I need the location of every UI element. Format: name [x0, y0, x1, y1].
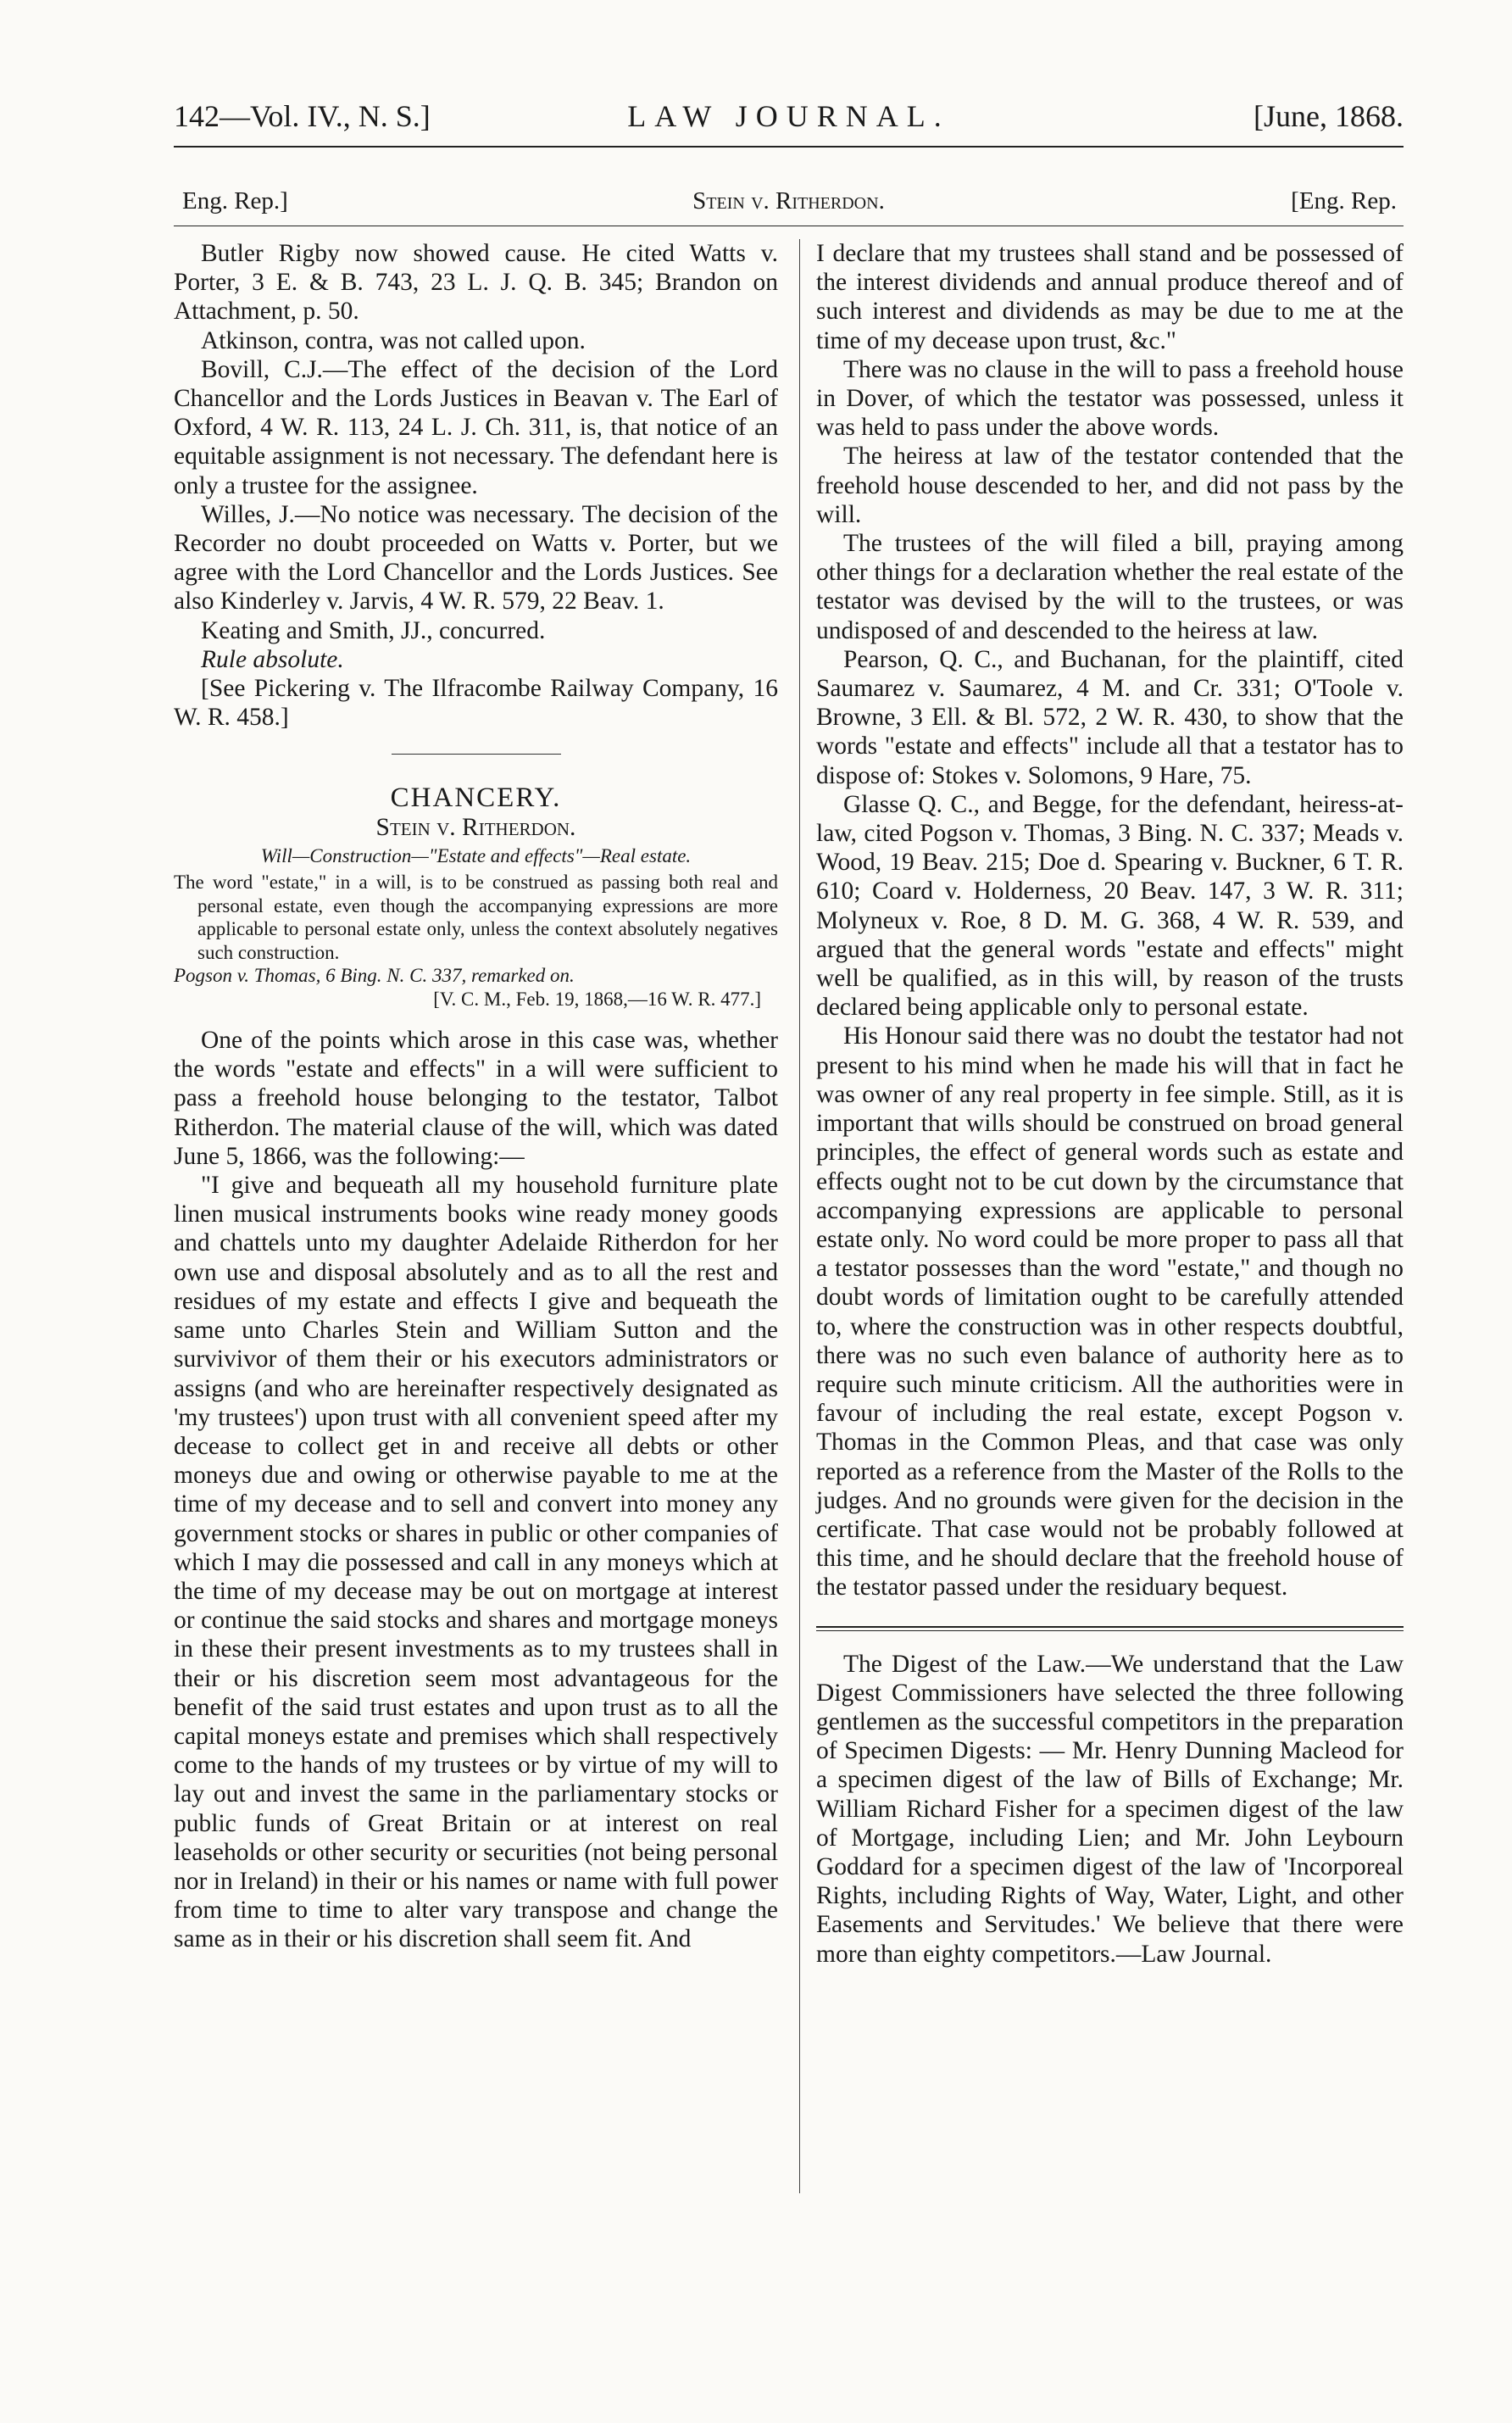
headnote-case: Pogson v. Thomas, 6 Bing. N. C. 337, remarked on. [174, 965, 575, 987]
paragraph: [See Pickering v. The Ilfracombe Railway Company, 16 W. R. 458.] [174, 675, 778, 732]
paragraph: The trustees of the will filed a bill, praying among other things for a declaration whether the real estate of the testator was devised by the will to the trustees, or was undisposed of and descended to the heiress at law. [816, 530, 1404, 644]
right-column [816, 239, 1404, 1969]
journal-title: LAW JOURNAL. [627, 99, 950, 133]
headnote-reference: [V. C. M., Feb. 19, 1868,—16 W. R. 477.] [433, 988, 761, 1010]
header-rule [174, 146, 1404, 148]
paragraph: I declare that my trustees shall stand and be possessed of the interest dividends and annual produce thereof and of such interest and dividends as may be due to me at the time of my decease upon trust, &c." [816, 240, 1404, 354]
case-title: Stein v. Ritherdon. [375, 813, 576, 841]
will-quotation: "I give and bequeath all my household furniture plate linen musical instruments books wine ready money goods and chattels unto my daughter Adelaide Ritherdon for her own use and disposal absolutely and as to all the rest and residues of my estate and effects I give and bequeath the same unto Charles Stein and William Sutton and the survivivor of them their or his executors administrators or assigns (and who are hereinafter respectively designated as 'my trustees') upon trust with all convenient speed after my decease to collect get in and receive all debts or other moneys due and owing or otherwise payable to me at the time of my decease and to sell and convert into money any government stocks or shares in public or other companies of which I may die possessed and call in any moneys which at the time of my decease may be out on mortgage at interest or continue the said stocks and shares and mortgage moneys in these their present investments as to my trustees shall in their or his discretion seem most advantageous for the benefit of the said trust estates and upon trust as to all the capital moneys estate and premises which shall respectively come to the hands of my trustees or by virtue of my will to lay out and invest the same in the parliamentary stocks or public funds of Great Britain or at interest on real leaseholds or other security or securities (not being personal nor in Ireland) in their or his names or name with full power from time to time to alter vary transpose and change the same as in their or his discretion shall seem fit. And [174, 1172, 778, 1953]
headnote [174, 871, 778, 1011]
column-divider [799, 239, 800, 2193]
page-number-volume: 142—Vol. IV., N. S.] [174, 99, 431, 133]
issue-date: [June, 1868. [1254, 99, 1404, 133]
subheader-right: [Eng. Rep. [1291, 187, 1397, 214]
paragraph: Keating and Smith, JJ., concurred. [201, 616, 546, 644]
paragraph: Bovill, C.J.—The effect of the decision of the Lord Chancellor and the Lords Justices in Beavan v. The Earl of Oxford, 4 W. R. 113, 24 L. J. Ch. 311, is, that notice of an equitable assignment is not necessary. The defendant here is only a trustee for the assignee. [174, 355, 778, 499]
digest-note: The Digest of the Law.—We understand that the Law Digest Commissioners have selected the three following gentlemen as the successful competitors in the preparation of Specimen Digests: — Mr. Henry Dunning Macleod for a specimen digest of the law of Bills of Exchange; Mr. William Richard Fisher for a specimen digest of the law of Mortgage, including Lien; and Mr. John Leybourn Goddard for a specimen digest of the law of 'Incorporeal Rights, including Rights of Way, Water, Light, and other Easements and Servitudes.' We believe that there were more than eighty competitors.—Law Journal. [816, 1650, 1404, 1968]
running-head [174, 95, 1404, 137]
headnote-subject: Will—Construction—"Estate and effects"—Real estate. [260, 844, 692, 866]
subheader-left: Eng. Rep.] [182, 187, 288, 214]
paragraph: One of the points which arose in this case was, whether the words "estate and effects" in a will were sufficient to pass a freehold house belonging to the testator, Talbot Ritherdon. The material clause of the will, which was dated June 5, 1866, was the following:— [174, 1027, 778, 1170]
section-rule [392, 754, 561, 755]
case-subheader [174, 182, 1404, 220]
section-rule-thick [816, 1626, 1404, 1628]
paragraph: Glasse Q. C., and Begge, for the defendant, heiress-at-law, cited Pogson v. Thomas, 3 Bing. N. C. 337; Meads v. Wood, 19 Beav. 215; Doe d. Spearing v. Buckner, 6 T. R. 610; Coard v. Holderness, 20 Beav. 147, 3 W. R. 311; Molyneux v. Roe, 8 D. M. G. 368, 4 W. R. 539, and argued that the general words "estate and effects" might well be qualified, as in this will, by reason of the trusts declared being applicable only to personal estate. [816, 790, 1404, 1022]
section-rule-thin [816, 1630, 1404, 1631]
left-column [174, 239, 778, 1954]
paragraph: Butler Rigby now showed cause. He cited Watts v. Porter, 3 E. & B. 743, 23 L. J. Q. B. 345; Brandon on Attachment, p. 50. [174, 240, 778, 326]
section-title: CHANCERY. [390, 783, 562, 814]
paragraph: Atkinson, contra, was not called upon. [201, 326, 586, 354]
paragraph: There was no clause in the will to pass a freehold house in Dover, of which the testator was possessed, unless it was held to pass under the above words. [816, 355, 1404, 442]
paragraph: Willes, J.—No notice was necessary. The decision of the Recorder no doubt proceeded on Watts v. Porter, but we agree with the Lord Chancellor and the Lords Justices. See also Kinderley v. Jarvis, 4 W. R. 579, 22 Beav. 1. [174, 500, 778, 615]
paragraph: The heiress at law of the testator contended that the freehold house descended to her, and did not pass by the will. [816, 443, 1404, 528]
subheader-case-name: Stein v. Ritherdon. [692, 187, 885, 214]
paragraph: His Honour said there was no doubt the testator had not present to his mind when he made his will that in fact he was owner of any real property in fee simple. Still, as it is important that wills should be construed on broad general principles, the effect of general words such as estate and effects ought not to be cut down by the circumstance that accompanying expressions are applicable to personal estate only. No word could be more proper to pass all that a testator possesses than the word "estate," and though no doubt words of limitation ought to be carefully attended to, where the construction was in other respects doubtful, there was no such even balance of authority here as to require such minute criticism. All the authorities were in favour of including the real estate, except Pogson v. Thomas in the Common Pleas, and that case was only reported as a reference from the Master of the Rolls to the judges. And no grounds were given for the decision in the certificate. That case would not be probably followed at this time, and he should declare that the freehold house of the testator passed under the residuary bequest. [816, 1022, 1404, 1601]
paragraph: Rule absolute. [201, 645, 344, 673]
headnote-body: The word "estate," in a will, is to be construed as passing both real and personal estate, even though the accompanying expressions are more applicable to personal estate only, unless the context absolutely negatives such construction. [174, 872, 778, 963]
paragraph: Pearson, Q. C., and Buchanan, for the plaintiff, cited Saumarez v. Saumarez, 4 M. and Cr. 331; O'Toole v. Browne, 3 Ell. & Bl. 572, 2 W. R. 430, to show that the words "estate and effects" include all that a testator has to dispose of: Stokes v. Solomons, 9 Hare, 75. [816, 645, 1404, 789]
